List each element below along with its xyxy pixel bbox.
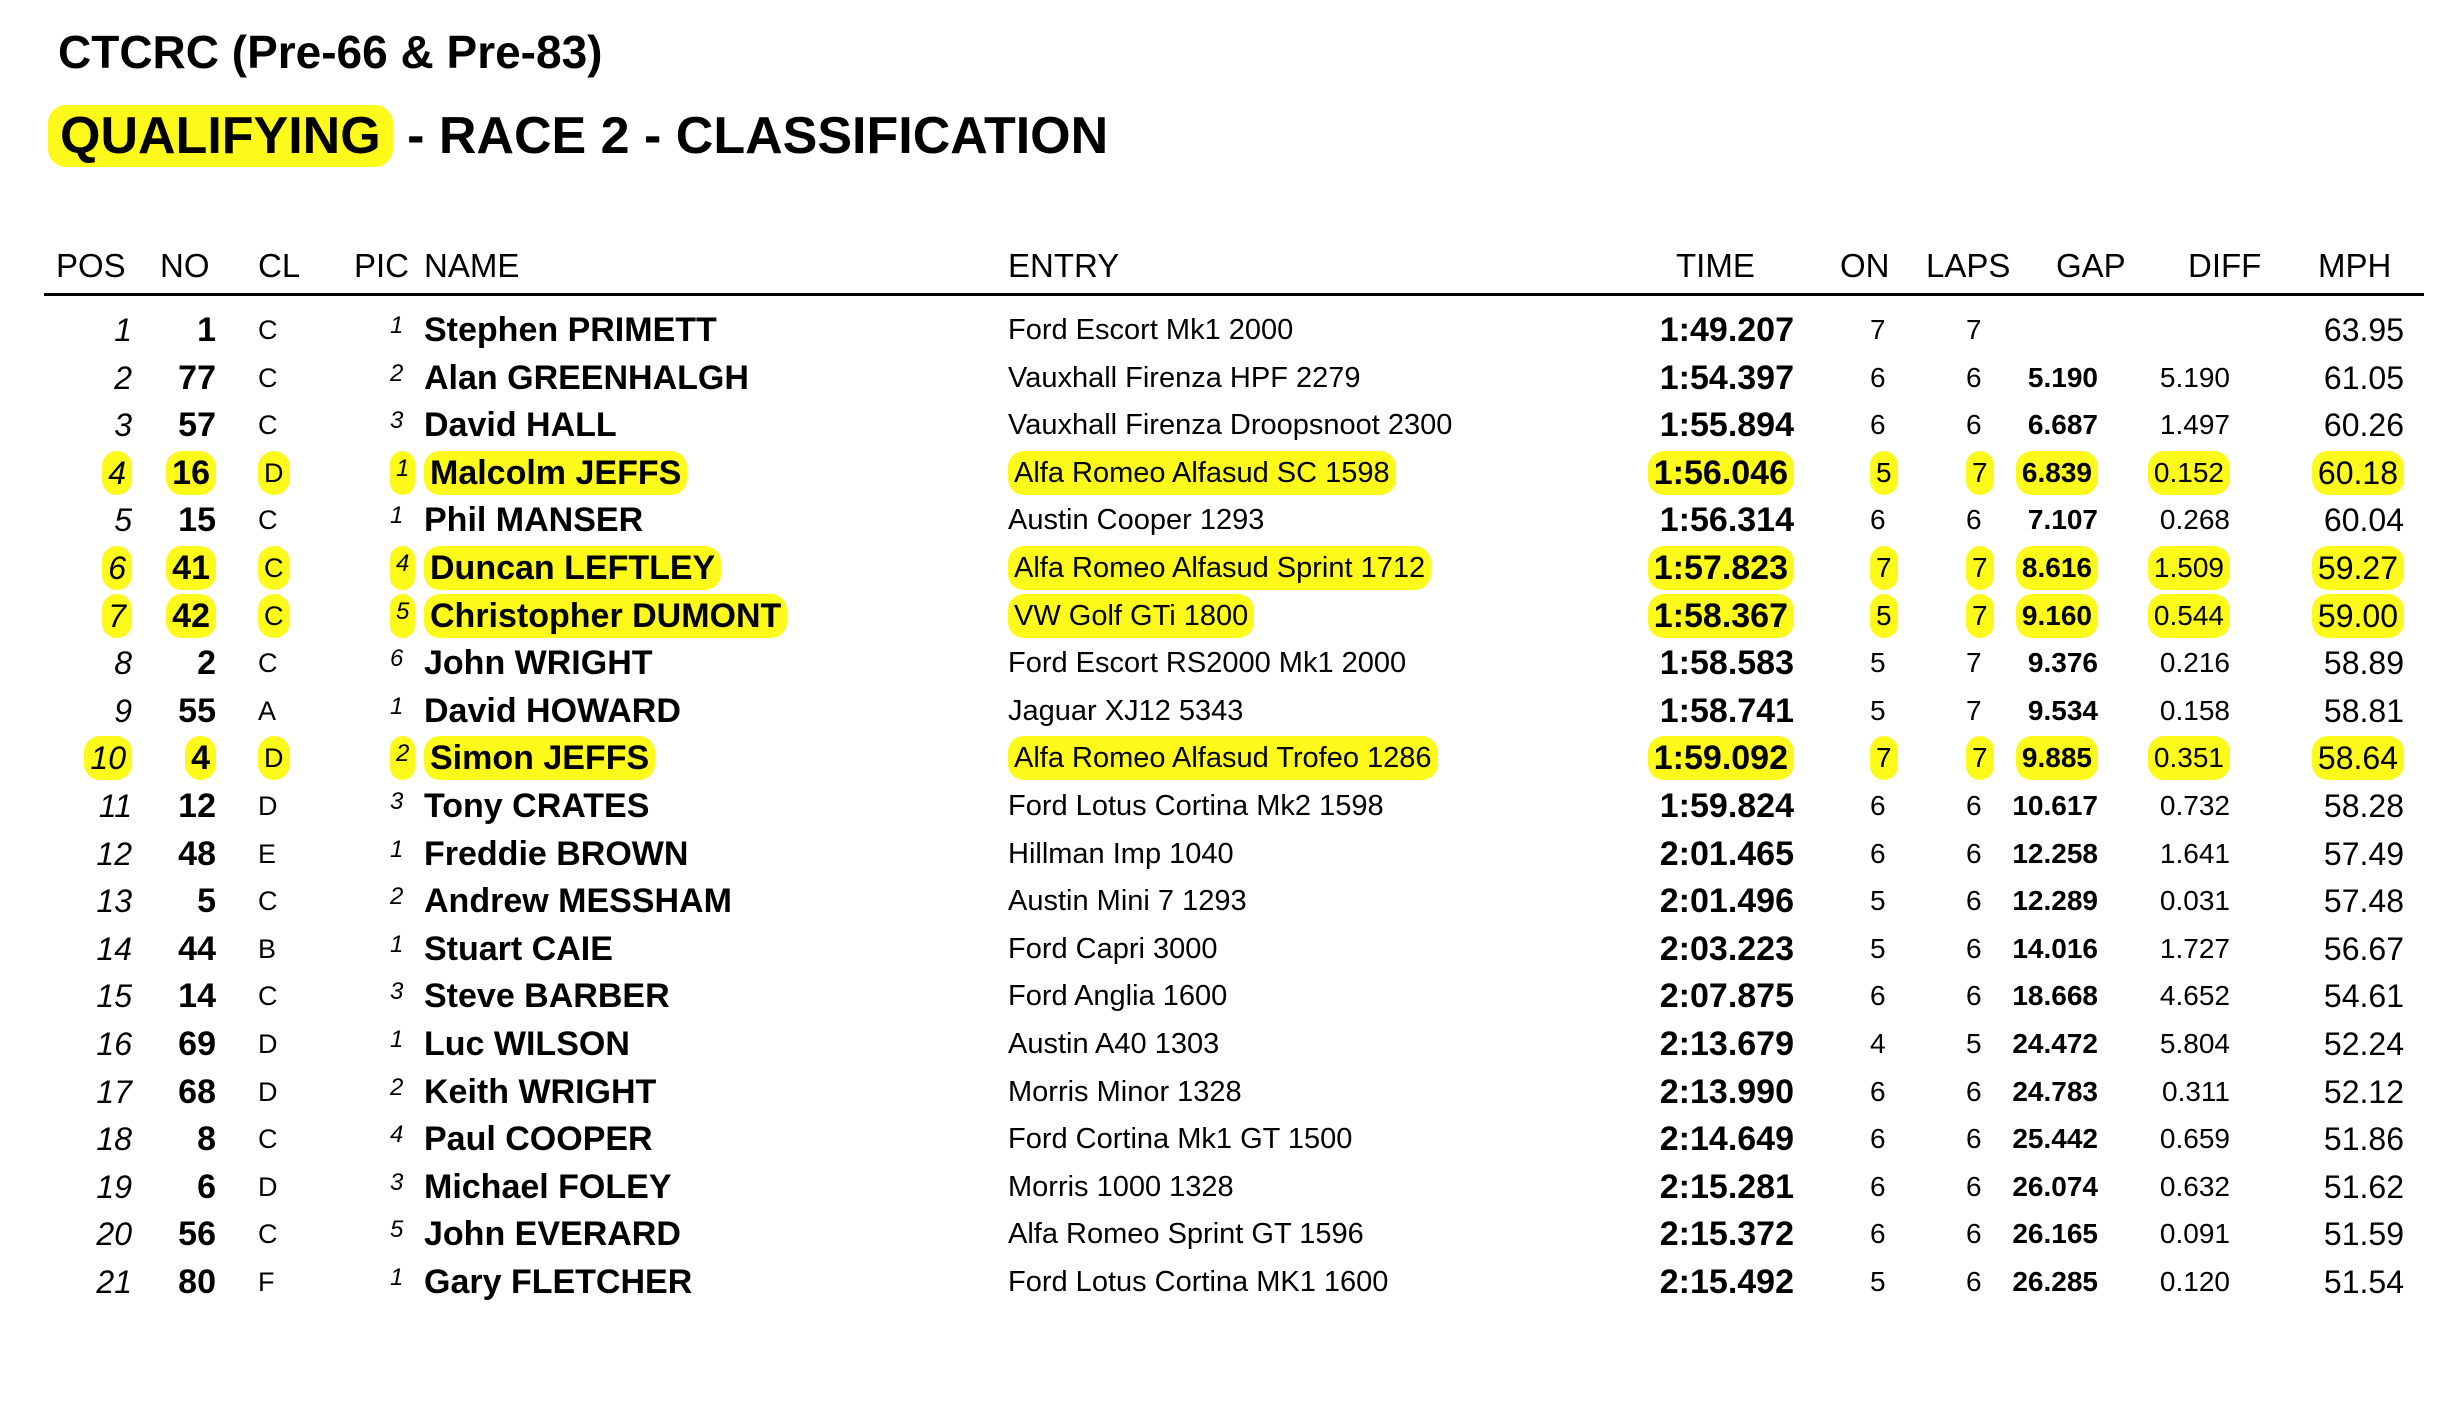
cell-on: 6: [1870, 980, 1886, 1012]
cell-on: 5: [1870, 932, 1886, 964]
table-row: [0, 879, 2464, 927]
cell-diff: 0.732: [2159, 790, 2230, 821]
cell-mph: 51.62: [2323, 1168, 2404, 1205]
cell-gap: 9.160: [2016, 594, 2098, 638]
cell-pos: 1: [114, 312, 132, 348]
cell-name: John WRIGHT: [424, 644, 653, 683]
cell-on: 5: [1870, 694, 1886, 726]
cell-gap: 7.107: [2027, 504, 2098, 536]
col-entry-header: ENTRY: [1008, 247, 1120, 284]
col-no-header: NO: [160, 247, 210, 284]
cell-pos: 21: [96, 1264, 132, 1300]
cell-diff: 1.509: [2148, 546, 2230, 590]
header-divider: [44, 293, 2424, 296]
cell-mph: 58.89: [2323, 645, 2404, 682]
cell-on: 6: [1870, 361, 1886, 393]
cell-gap: 25.442: [2012, 1123, 2098, 1155]
cell-mph: 60.26: [2323, 407, 2404, 444]
cell-diff: 0.216: [2159, 647, 2230, 679]
cell-pic: 1: [390, 451, 415, 495]
cell-pic: 1: [390, 692, 404, 720]
cell-entry: Vauxhall Firenza Droopsnoot 2300: [1008, 409, 1453, 442]
col-diff-header: DIFF: [2188, 247, 2262, 284]
cell-no: 55: [178, 691, 216, 730]
cell-laps: 6: [1966, 980, 1982, 1012]
col-on-header: ON: [1840, 247, 1890, 284]
cell-diff: 0.632: [2159, 1170, 2230, 1202]
cell-diff: 0.158: [2159, 694, 2230, 726]
cell-on: 6: [1870, 1075, 1886, 1107]
cell-no: 48: [178, 834, 216, 873]
cell-diff: 0.031: [2159, 885, 2230, 917]
cell-pos: 20: [96, 1216, 132, 1253]
cell-diff: 1.497: [2159, 409, 2230, 441]
cell-entry: Alfa Romeo Alfasud Trofeo 1286: [1008, 736, 1438, 780]
cell-time: 1:58.583: [1659, 644, 1794, 683]
cell-laps: 7: [1966, 594, 1994, 638]
cell-name: Paul COOPER: [424, 1120, 653, 1159]
cell-gap: 26.165: [2012, 1218, 2098, 1250]
table-row: [0, 927, 2464, 975]
cell-pos: 6: [102, 546, 132, 590]
series-title: CTCRC (Pre-66 & Pre-83): [58, 26, 603, 78]
table-row: [0, 1117, 2464, 1165]
table-row: [0, 689, 2464, 737]
cell-gap: 24.472: [2012, 1028, 2098, 1059]
cell-entry: Ford Lotus Cortina MK1 1600: [1008, 1266, 1389, 1298]
cell-time: 1:58.367: [1648, 594, 1794, 638]
table-row: [0, 451, 2464, 499]
cell-gap: 26.285: [2012, 1266, 2098, 1297]
cell-laps: 6: [1966, 1218, 1982, 1250]
cell-on: 5: [1870, 594, 1898, 638]
cell-diff: 5.190: [2159, 361, 2230, 393]
cell-name: Steve BARBER: [424, 977, 670, 1016]
cell-pic: 3: [390, 788, 404, 815]
cell-time: 2:13.990: [1659, 1072, 1794, 1111]
cell-pic: 1: [390, 312, 404, 339]
cell-cl: C: [258, 1219, 278, 1250]
cell-name: Luc WILSON: [424, 1025, 630, 1063]
cell-entry: Ford Escort RS2000 Mk1 2000: [1008, 647, 1407, 680]
cell-entry: Jaguar XJ12 5343: [1008, 694, 1244, 727]
cell-mph: 56.67: [2323, 930, 2404, 967]
cell-on: 6: [1870, 790, 1886, 821]
cell-name: David HALL: [424, 406, 617, 445]
cell-on: 4: [1870, 1028, 1886, 1059]
cell-pic: 3: [390, 407, 404, 435]
cell-diff: 0.120: [2159, 1266, 2230, 1297]
table-row: [0, 1070, 2464, 1118]
cell-name: Simon JEFFS: [424, 736, 655, 780]
cell-cl: D: [258, 1029, 278, 1059]
cell-cl: D: [258, 791, 278, 821]
cell-name: Phil MANSER: [424, 501, 644, 540]
cell-cl: C: [258, 315, 278, 345]
cell-gap: 9.534: [2027, 694, 2098, 726]
cell-pos: 13: [96, 883, 132, 920]
cell-time: 2:15.492: [1659, 1263, 1794, 1301]
table-row: [0, 736, 2464, 784]
cell-pos: 4: [102, 451, 132, 495]
cell-gap: 26.074: [2012, 1170, 2098, 1202]
cell-pos: 12: [96, 835, 132, 872]
cell-laps: 6: [1966, 790, 1982, 821]
cell-time: 2:07.875: [1659, 977, 1794, 1016]
cell-time: 1:55.894: [1659, 406, 1794, 445]
cell-no: 12: [178, 787, 216, 825]
cell-laps: 7: [1966, 451, 1994, 495]
cell-time: 2:01.465: [1659, 834, 1794, 873]
col-time-header: TIME: [1676, 247, 1755, 284]
cell-name: Duncan LEFTLEY: [424, 546, 721, 590]
table-row: [0, 832, 2464, 880]
table-row: [0, 641, 2464, 689]
cell-entry: Hillman Imp 1040: [1008, 837, 1234, 870]
cell-cl: C: [258, 648, 278, 679]
table-row: [0, 1260, 2464, 1308]
cell-time: 1:54.397: [1659, 358, 1794, 397]
cell-on: 6: [1870, 409, 1886, 441]
cell-entry: Alfa Romeo Sprint GT 1596: [1008, 1218, 1364, 1251]
cell-entry: Austin Mini 7 1293: [1008, 885, 1247, 918]
cell-time: 1:58.741: [1659, 691, 1794, 730]
cell-mph: 51.86: [2323, 1121, 2404, 1158]
cell-no: 8: [197, 1120, 216, 1159]
cell-entry: Ford Cortina Mk1 GT 1500: [1008, 1123, 1353, 1156]
cell-name: John EVERARD: [424, 1215, 681, 1254]
cell-pic: 3: [390, 978, 404, 1006]
cell-mph: 60.04: [2323, 502, 2404, 539]
cell-time: 2:03.223: [1659, 929, 1794, 968]
cell-pic: 2: [390, 883, 404, 911]
col-name-header: NAME: [424, 247, 520, 284]
cell-mph: 52.12: [2323, 1073, 2404, 1110]
table-row: [0, 403, 2464, 451]
cell-laps: 5: [1966, 1028, 1982, 1059]
cell-cl: C: [258, 410, 278, 441]
cell-entry: Morris 1000 1328: [1008, 1170, 1234, 1203]
cell-pos: 15: [96, 978, 132, 1015]
cell-gap: 18.668: [2012, 980, 2098, 1012]
cell-gap: 14.016: [2012, 932, 2098, 964]
cell-gap: 12.289: [2012, 885, 2098, 917]
cell-pic: 1: [390, 930, 404, 958]
cell-name: Keith WRIGHT: [424, 1072, 657, 1111]
cell-laps: 6: [1966, 1266, 1982, 1297]
cell-no: 16: [166, 451, 216, 495]
cell-cl: D: [258, 736, 290, 780]
cell-laps: 6: [1966, 885, 1982, 917]
cell-entry: Vauxhall Firenza HPF 2279: [1008, 361, 1361, 394]
cell-laps: 7: [1966, 736, 1994, 780]
cell-gap: 9.885: [2016, 736, 2098, 780]
cell-diff: 0.351: [2148, 736, 2230, 780]
cell-pos: 16: [96, 1026, 132, 1062]
cell-no: 44: [178, 929, 216, 968]
cell-cl: D: [258, 1076, 278, 1107]
cell-pos: 5: [114, 502, 132, 539]
cell-gap: 12.258: [2012, 837, 2098, 869]
col-laps-header: LAPS: [1926, 247, 2011, 284]
cell-gap: 6.687: [2027, 409, 2098, 441]
cell-on: 6: [1870, 504, 1886, 536]
cell-cl: A: [258, 695, 277, 726]
table-row: [0, 594, 2464, 642]
cell-name: Freddie BROWN: [424, 834, 689, 873]
cell-pic: 1: [390, 1026, 404, 1053]
cell-entry: Ford Anglia 1600: [1008, 980, 1228, 1013]
cell-on: 6: [1870, 1218, 1886, 1250]
cell-laps: 6: [1966, 1075, 1982, 1107]
cell-name: David HOWARD: [424, 691, 681, 730]
cell-cl: C: [258, 505, 278, 536]
table-row: [0, 1022, 2464, 1070]
cell-pic: 1: [390, 1264, 404, 1291]
cell-pic: 2: [390, 1073, 404, 1101]
table-row: [0, 784, 2464, 832]
cell-pos: 7: [102, 594, 132, 638]
cell-time: 1:59.824: [1659, 787, 1794, 825]
cell-name: Christopher DUMONT: [424, 594, 787, 638]
cell-name: Gary FLETCHER: [424, 1263, 693, 1301]
cell-diff: 0.152: [2148, 451, 2230, 495]
column-header-row: [0, 244, 2464, 288]
col-pos-header: POS: [56, 247, 126, 284]
col-mph-header: MPH: [2318, 247, 2392, 284]
cell-no: 6: [197, 1167, 216, 1206]
cell-laps: 6: [1966, 409, 1982, 441]
col-pic-header: PIC: [354, 247, 410, 284]
cell-time: 1:57.823: [1648, 546, 1794, 590]
cell-diff: 0.311: [2162, 1075, 2230, 1107]
cell-cl: C: [258, 362, 278, 393]
cell-entry: VW Golf GTi 1800: [1008, 594, 1254, 638]
cell-cl: B: [258, 933, 277, 964]
cell-on: 5: [1870, 885, 1886, 917]
cell-time: 2:13.679: [1659, 1025, 1794, 1063]
session-highlight: QUALIFYING: [48, 105, 393, 167]
cell-cl: D: [258, 451, 290, 495]
cell-entry: Ford Escort Mk1 2000: [1008, 314, 1294, 346]
cell-no: 2: [197, 644, 216, 683]
cell-name: Andrew MESSHAM: [424, 882, 732, 921]
cell-mph: 61.05: [2323, 359, 2404, 396]
cell-pos: 18: [96, 1121, 132, 1158]
cell-mph: 59.00: [2312, 594, 2404, 638]
cell-gap: 24.783: [2012, 1075, 2098, 1107]
cell-time: 1:59.092: [1648, 736, 1794, 780]
table-row: [0, 1165, 2464, 1213]
cell-entry: Alfa Romeo Alfasud SC 1598: [1008, 451, 1396, 495]
cell-mph: 58.64: [2312, 736, 2404, 780]
cell-diff: 0.268: [2159, 504, 2230, 536]
cell-cl: C: [258, 594, 290, 638]
cell-gap: 6.839: [2016, 451, 2098, 495]
cell-mph: 58.28: [2323, 788, 2404, 824]
cell-pic: 6: [390, 645, 404, 673]
cell-name: Malcolm JEFFS: [424, 451, 687, 495]
cell-no: 42: [166, 594, 216, 638]
cell-entry: Ford Capri 3000: [1008, 932, 1218, 965]
session-subtitle: - RACE 2 - CLASSIFICATION: [392, 107, 1109, 165]
table-row: [0, 546, 2464, 594]
cell-entry: Morris Minor 1328: [1008, 1075, 1242, 1108]
cell-laps: 6: [1966, 837, 1982, 869]
table-row: [0, 974, 2464, 1022]
cell-mph: 51.59: [2323, 1216, 2404, 1253]
cell-cl: C: [258, 981, 278, 1012]
cell-name: Alan GREENHALGH: [424, 358, 749, 397]
cell-mph: 51.54: [2323, 1264, 2404, 1300]
cell-pic: 4: [390, 546, 415, 590]
cell-diff: 5.804: [2159, 1028, 2230, 1059]
session-title: [48, 104, 1108, 168]
cell-no: 1: [197, 311, 216, 349]
cell-pos: 14: [96, 930, 132, 967]
cell-on: 5: [1870, 451, 1898, 495]
cell-mph: 57.48: [2323, 883, 2404, 920]
cell-mph: 52.24: [2323, 1026, 2404, 1062]
cell-time: 1:56.314: [1659, 501, 1794, 540]
cell-pos: 17: [96, 1073, 132, 1110]
cell-laps: 7: [1966, 546, 1994, 590]
cell-pic: 2: [390, 359, 404, 387]
cell-time: 2:15.281: [1659, 1167, 1794, 1206]
cell-no: 69: [178, 1025, 216, 1063]
table-row: [0, 1212, 2464, 1260]
cell-on: 5: [1870, 1266, 1886, 1297]
cell-no: 77: [178, 358, 216, 397]
cell-no: 4: [185, 736, 216, 780]
cell-mph: 57.49: [2323, 835, 2404, 872]
cell-no: 15: [178, 501, 216, 540]
cell-name: Tony CRATES: [424, 787, 650, 825]
cell-no: 56: [178, 1215, 216, 1254]
cell-no: 5: [197, 882, 216, 921]
cell-mph: 58.81: [2323, 692, 2404, 729]
cell-pos: 11: [98, 788, 132, 824]
cell-mph: 60.18: [2312, 451, 2404, 495]
cell-name: Stuart CAIE: [424, 929, 613, 968]
cell-on: 7: [1870, 736, 1898, 780]
cell-pic: 4: [390, 1121, 404, 1149]
cell-on: 6: [1870, 1123, 1886, 1155]
cell-pic: 2: [390, 736, 415, 780]
cell-pos: 19: [96, 1168, 132, 1205]
col-gap-header: GAP: [2056, 247, 2126, 284]
cell-gap: 9.376: [2027, 647, 2098, 679]
cell-cl: C: [258, 886, 278, 917]
cell-laps: 6: [1966, 932, 1982, 964]
cell-gap: 10.617: [2012, 790, 2098, 821]
cell-cl: E: [258, 838, 277, 869]
cell-laps: 6: [1966, 361, 1982, 393]
cell-name: Stephen PRIMETT: [424, 311, 717, 349]
cell-laps: 7: [1966, 314, 1982, 345]
cell-diff: 0.544: [2148, 594, 2230, 638]
cell-cl: C: [258, 546, 290, 590]
cell-on: 6: [1870, 837, 1886, 869]
cell-entry: Austin Cooper 1293: [1008, 504, 1265, 537]
cell-diff: 0.659: [2159, 1123, 2230, 1155]
cell-entry: Austin A40 1303: [1008, 1028, 1220, 1060]
cell-pic: 5: [390, 594, 415, 638]
cell-diff: 1.727: [2159, 932, 2230, 964]
cell-diff: 0.091: [2159, 1218, 2230, 1250]
cell-laps: 6: [1966, 1170, 1982, 1202]
table-row: [0, 356, 2464, 404]
cell-gap: 8.616: [2016, 546, 2098, 590]
cell-no: 68: [178, 1072, 216, 1111]
cell-laps: 7: [1966, 694, 1982, 726]
cell-no: 80: [178, 1263, 216, 1301]
cell-diff: 1.641: [2159, 837, 2230, 869]
cell-pos: 9: [114, 692, 132, 729]
table-row: [0, 498, 2464, 546]
cell-time: 1:49.207: [1659, 311, 1794, 349]
cell-time: 2:15.372: [1659, 1215, 1794, 1254]
cell-on: 7: [1870, 546, 1898, 590]
cell-on: 5: [1870, 647, 1886, 679]
cell-time: 2:14.649: [1659, 1120, 1794, 1159]
cell-entry: Alfa Romeo Alfasud Sprint 1712: [1008, 546, 1431, 590]
cell-pic: 5: [390, 1216, 404, 1244]
cell-pic: 1: [390, 835, 404, 863]
cell-cl: F: [258, 1267, 275, 1297]
cell-time: 1:56.046: [1648, 451, 1794, 495]
cell-on: 6: [1870, 1170, 1886, 1202]
col-cl-header: CL: [258, 247, 301, 284]
cell-pos: 3: [114, 407, 132, 444]
cell-gap: 5.190: [2027, 361, 2098, 393]
cell-mph: 63.95: [2323, 312, 2404, 348]
cell-no: 14: [178, 977, 216, 1016]
cell-pic: 3: [390, 1168, 404, 1196]
cell-pos: 8: [114, 645, 132, 682]
cell-name: Michael FOLEY: [424, 1167, 672, 1206]
cell-pos: 2: [114, 359, 132, 396]
cell-mph: 54.61: [2323, 978, 2404, 1015]
cell-laps: 6: [1966, 504, 1982, 536]
cell-diff: 4.652: [2159, 980, 2230, 1012]
cell-entry: Ford Lotus Cortina Mk2 1598: [1008, 790, 1384, 822]
cell-on: 7: [1870, 314, 1886, 345]
cell-pos: 10: [84, 736, 132, 780]
cell-laps: 6: [1966, 1123, 1982, 1155]
cell-pic: 1: [390, 502, 404, 530]
cell-cl: C: [258, 1124, 278, 1155]
cell-no: 41: [166, 546, 216, 590]
cell-time: 2:01.496: [1659, 882, 1794, 921]
table-row: [0, 308, 2464, 356]
cell-no: 57: [178, 406, 216, 445]
cell-laps: 7: [1966, 647, 1982, 679]
cell-mph: 59.27: [2312, 546, 2404, 590]
cell-cl: D: [258, 1171, 278, 1202]
